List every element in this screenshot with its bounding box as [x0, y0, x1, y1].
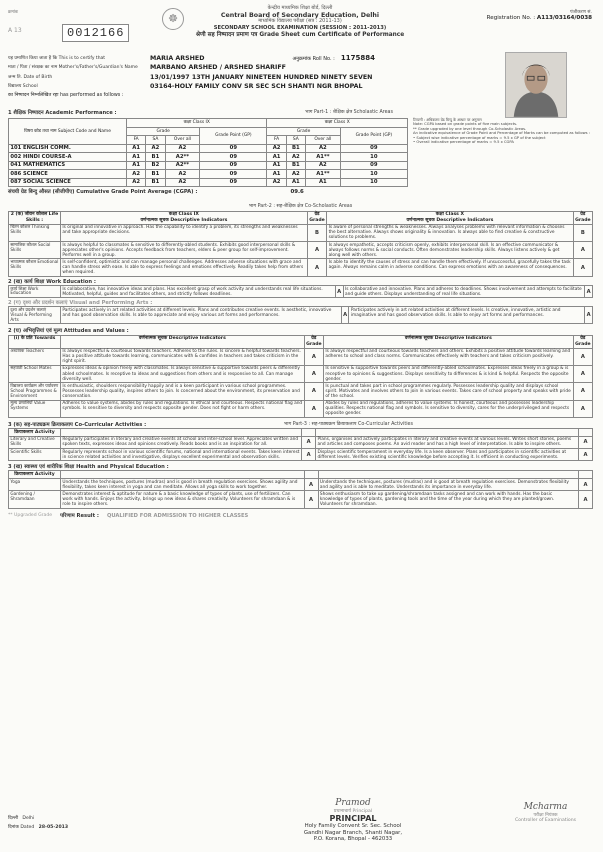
grade-cell: A1**: [305, 153, 340, 162]
registration-number: A113/03164/0038: [536, 15, 592, 22]
parents-name: MARBANO ARSHED / ARSHED SHARIFF: [150, 64, 286, 72]
scholastic-section: [8, 110, 593, 196]
dob-label: जन्म ति. Date of Birth: [8, 74, 53, 80]
area-name: अध्यापक Teachers: [9, 348, 61, 365]
descriptor-class9: Participates actively in art related activities at different levels. Plans and contributes creative events. Is aesthetic, innovative and has good observation skills. Is able to appreciate and enjoy various art forms and performances.: [61, 307, 342, 324]
grade-cell: A1: [127, 161, 146, 170]
table-row: [9, 479, 593, 491]
attitude-grade-header-10: ग्रेड Grade: [575, 336, 591, 347]
descriptor-class10: Is sensitive & supportive towards peers and differently-abled schoolmates. Expresses ideas freely in a group & is receptive to opinions & suggestions. Displays sensitivity to differences & is kind & helpful. Respects the opposite gender.: [324, 365, 574, 382]
grade-class9: A: [302, 436, 316, 448]
principal-address-1: Gandhi Nagar Branch, Shanti Nagar,: [303, 829, 403, 836]
coscholastic-section: [8, 204, 593, 519]
grade-cell: A2**: [165, 153, 200, 162]
descriptor-class10: Understands the techniques, postures (mudras) and is good at breath regulation exercises. Demonstrates flexibility and agility and is able to meditate. Understands its importance in everyday life.: [318, 479, 579, 491]
descriptor-class9: Adheres to value systems, abides by rules and regulations. Is ethical and courteous. Respects national flag and symbols. Is sensitive to diversity and respects opposite gender. Does not fight or harm others.: [61, 400, 305, 417]
result-value: QUALIFIED FOR ADMISSION TO HIGHER CLASSES: [106, 512, 249, 519]
date-label: दिनांक Dated: [8, 825, 35, 831]
life-skills-table: [8, 211, 593, 277]
table-row: [9, 285, 593, 297]
grade-cell: B1: [146, 153, 165, 162]
table-row: [9, 449, 593, 461]
grade-cell: A2: [267, 178, 286, 187]
grade-legend: [413, 118, 593, 187]
registration-label: Registration No. :: [486, 15, 536, 22]
subject-name: 086 SCIENCE: [9, 170, 127, 179]
table-row: [9, 365, 593, 382]
legend-line: • Overall indicative percentage of marks = 9.5 x CGPA: [413, 139, 514, 144]
grade-cell: A2: [127, 178, 146, 187]
legend-line: टिप्पणी : अधिकतम ग्रेड बिन्दु के आधार पर अनुमान: [413, 118, 482, 123]
descriptor-class10: Participates actively in art related activities at different levels. Is creative, innovative, artistic and imaginative and has good observation skills. Is able to enjoy art forms and performances.: [349, 307, 585, 324]
cgpa-label: संचयी ग्रेड बिन्दु औसत (सीजीपीए) Cumulative Grade Point Average (CGPA) :: [8, 189, 198, 196]
principal-school: Holy Family Convent Sr. Sec. School: [304, 823, 402, 830]
legend-line: • Subject wise indicative percentage of marks = 9.5 x GP of the subject: [413, 135, 546, 140]
name-label: यह प्रमाणित किया जाता है कि This is to certify that: [8, 56, 106, 62]
grade-class10: B: [573, 224, 592, 241]
descriptor-class10: Is collaborative and innovative. Plans and adheres to deadlines. Shows involvement and attempts to facilitate and guide others. Displays understanding of real life situations.: [343, 285, 585, 297]
attitude-desc-header-9: वर्णनात्मक सूचक Descriptive Indicators: [61, 335, 305, 348]
grade-cell: 09: [200, 178, 267, 187]
towards-header: (i) के प्रति Towards: [9, 335, 61, 348]
serial-prefix: A 13: [8, 26, 22, 34]
descriptor-class10: Is always respectful and courteous towards teachers and others. Exhibits a positive attitude towards learning and adheres to school and class norms. Communicates effectively with teachers and takes criticism positively.: [324, 348, 574, 365]
student-photo: [505, 52, 567, 118]
grade-class9: B: [307, 224, 326, 241]
attitudes-table: [8, 335, 593, 419]
health-title: 3 (ख) स्वास्थ्य एवं शारीरिक शिक्षा Health and Physical Education :: [8, 464, 169, 471]
grade-class9: A: [304, 383, 323, 400]
sa-header-10: SA: [286, 136, 305, 145]
attitude-desc-header-10: वर्णनात्मक सूचक Descriptive Indicators: [324, 335, 574, 348]
descriptor-class9: Is self-confident, optimistic and can manage personal challenges. Addresses adverse situations with grace and can handle stress with ease. Is able to express feelings and emotions effectively. Readily takes help from others when required.: [61, 259, 308, 276]
area-name: Literary and Creative Skills: [9, 436, 61, 448]
grade-cell: A2: [305, 161, 340, 170]
grade-class10: A: [585, 307, 593, 324]
area-name: Scientific Skills: [9, 449, 61, 461]
descriptor-class10: Is always empathetic, accepts criticism openly, exhibits interpersonal skill. Is an effective communicator & always follows norms & social conducts. Often demonstrates leadership skills. Always listens actively & get along well with others.: [327, 242, 574, 259]
grade-cell: A2**: [165, 161, 200, 170]
grade-cell: A1: [286, 178, 305, 187]
grade-class9: A: [341, 307, 349, 324]
grade-cell: 10: [340, 170, 407, 179]
descriptor-class10: Is punctual and takes part in school programmes regularly. Possesses leadership quality and displays school spirit. Motivates and involves others to join in various events. Takes care of school property and speaks with pride of the school.: [324, 383, 574, 400]
exam-name-hindi: माध्यमिक विद्यालय परीक्षा (सत्र : 2011-13): [258, 18, 342, 25]
grade-cell: A2: [127, 170, 146, 179]
descriptor-class9: Is always respectful & courteous towards teachers. Adheres to the rules. Is sincere & helpful towards teachers. Has a positive attitude towards learning, communicates with & confides in teachers and takes criticism in the right spirit.: [61, 348, 305, 365]
part3-title: भाग Part-3 : सह-पाठ्यक्रम क्रियाकलाप Co-Curricular Activities: [283, 422, 413, 428]
parents-label: माता / पिता / संरक्षक का नाम Mother's/Father's/Guardian's Name: [8, 65, 138, 71]
grade-cell: 09: [200, 161, 267, 170]
controller-signature: Mcharma: [523, 802, 568, 812]
arts-title: 2 (ग) दृश्य और प्रदर्शन कलाएं Visual and Performing Arts :: [8, 300, 153, 307]
grade-class9: A: [304, 400, 323, 417]
table-row: [9, 307, 593, 324]
grade-cell: 09: [200, 144, 267, 153]
subject-name: 041 MATHEMATICS: [9, 161, 127, 170]
descriptor-class10: Is aware of personal strengths & weaknesses. Always analyses problems with relevant information & chooses the best alternative. Always shows originality & innovation. Is always able to find creative & constructive solutions to problems.: [327, 224, 574, 241]
table-row: [9, 400, 593, 417]
grade-cell: 09: [340, 144, 407, 153]
principal-title: PRINCIPAL: [329, 814, 377, 824]
fa-header-10: FA: [267, 136, 286, 145]
activity-header: क्रियाकलाप Activity: [9, 429, 61, 437]
grade-cell: A2: [165, 144, 200, 153]
cgpa-value: 09.6: [290, 189, 304, 196]
grade-class9: A: [307, 242, 326, 259]
exam-name: SECONDARY SCHOOL EXAMINATION (SESSION : 2011-2013): [213, 25, 387, 32]
table-row: [9, 436, 593, 448]
area-name: दृश्य और प्रदर्शन कलाएं Visual & Performing Arts: [9, 307, 61, 324]
descriptor-class10: Shows enthusiasm to take up gardening/shramdaan tasks assigned and can work with hands. Has the basic knowledge of types of plants, gardening tools and the time of the year during which they are planted/grown. Volunteers for shramdaan.: [318, 491, 579, 508]
place: Delhi: [22, 816, 35, 821]
student-name: MARIA ARSHED: [150, 54, 205, 62]
descriptor-class9: Is collaborative, has innovative ideas and plans. Has excellent grasp of work activity and understands real life situations. Motivated, helpful, guides and facilitates others, and strictly follows deadlines.: [61, 285, 336, 297]
area-name: सहपाठी School Mates: [9, 365, 61, 382]
subject-name: 101 ENGLISH COMM.: [9, 144, 127, 153]
grade-cell: A1: [127, 144, 146, 153]
table-row: [9, 491, 593, 508]
roll-number: 1175884: [340, 54, 375, 63]
footer: [8, 798, 593, 848]
gp-header-10: Grade Point (GP): [340, 127, 407, 144]
grade-header-10: Grade: [267, 127, 340, 136]
grade-class9: A: [307, 259, 326, 276]
grade-class10: A: [573, 259, 592, 276]
area-name: चिंतन कौशल Thinking Skills: [9, 224, 61, 241]
area-name: Gardening / Shramdaan: [9, 491, 61, 508]
grade-cell: A2: [286, 170, 305, 179]
grade-class10: A: [579, 449, 593, 461]
grade-cell: A1: [267, 153, 286, 162]
overall-header-10: Over all: [305, 136, 340, 145]
descriptor-class9: Demonstrates interest & aptitude for nature & a basic knowledge of types of plants, use of fertilizers. Can work with hands. Enjoys the activity, brings up new ideas & shares creativity. Volunteers for shramdaan & is role to inspire others.: [61, 491, 305, 508]
area-name: विद्यालय कार्यक्रम और पर्यावरण School Programmes & Environment: [9, 383, 61, 400]
work-education-title: 2 (ख) कार्य शिक्षा Work Education :: [8, 278, 96, 285]
desc-header-10: कक्षा Class X वर्णनात्मक सूचक Descriptive Indicators: [327, 211, 574, 224]
grade-header-9-co: ग्रेड Grade: [309, 212, 325, 223]
grade-cell: A1: [127, 153, 146, 162]
principal-hindi: प्रधानाचार्य Principal: [333, 808, 373, 814]
grade-class10: A: [573, 242, 592, 259]
academic-performance-title: 1 शैक्षिक निष्पादन Academic Performance :: [8, 110, 117, 116]
grade-cell: 09: [200, 153, 267, 162]
board-name-hindi: केन्द्रीय माध्यमिक शिक्षा बोर्ड, दिल्ली: [267, 5, 333, 11]
date-of-birth: 13/01/1997 13TH JANUARY NINETEEN HUNDRED NINETY SEVEN: [150, 73, 373, 81]
grade-class9: A: [304, 491, 318, 508]
descriptor-class10: Plans, organises and actively participates in literary and creative events at various levels. Writes short stories, poems and articles and composes poems. An avid reader and has a high level of interpretation. Is able to inspire others.: [316, 436, 579, 448]
result-label: परिणाम Result :: [60, 512, 99, 519]
controller-title: Controller of Examinations: [514, 818, 577, 824]
grade-cell: B1: [286, 161, 305, 170]
area-name: भावात्मक कौशल Emotional Skills: [9, 259, 61, 276]
descriptor-class9: Is always helpful to classmates & sensitive to differently-abled students. Exhibits good interpersonal skills & appreciates other's opinions. Accepts feedback from teachers, elders & peer group for self-improvement. Performs well in a group.: [61, 242, 308, 259]
class10-header: कक्षा Class X: [267, 119, 408, 128]
student-portrait-icon: [506, 53, 566, 117]
fa-header-9: FA: [127, 136, 146, 145]
upgraded-grade-note: ** Upgraded Grade: [8, 513, 53, 519]
school-label: विद्यालय School: [8, 84, 38, 90]
grade-cell: 10: [340, 178, 407, 187]
health-activity-header: क्रियाकलाप Activity: [9, 471, 61, 479]
grade-cell: A2: [267, 144, 286, 153]
area-name: सामाजिक कौशल Social Skills: [9, 242, 61, 259]
grade-class9: A: [304, 365, 323, 382]
attitudes-title: 2 (घ) अभिवृत्तियां एवं मूल्य Attitudes and Values :: [8, 328, 129, 335]
table-row: [9, 242, 593, 259]
performed-label: का निष्पादन निम्नलिखित रहा has performed as follows :: [8, 93, 124, 99]
legend-line: An indicative equivalence of Grade Point and Percentage of Marks can be computed as follows :: [413, 131, 590, 136]
serial-number: 0012166: [62, 24, 129, 42]
table-row: [9, 170, 408, 179]
grade-class10: A: [573, 383, 592, 400]
area-name: Yoga: [9, 479, 61, 491]
area-name: कार्य शिक्षा Work Education: [9, 285, 61, 297]
descriptor-class10: Displays scientific temperament in everyday life. Is a keen observer. Plans and participates in scientific activities at different levels. Verifies existing scientific knowledge before accepting it. Is efficient in conducting experiments.: [316, 449, 579, 461]
attitude-grade-header-9: ग्रेड Grade: [306, 336, 322, 347]
issue-date: 28-05-2013: [38, 825, 69, 831]
grade-cell: B1: [286, 144, 305, 153]
class9-header: कक्षा Class IX: [127, 119, 267, 128]
grade-header-9: Grade: [127, 127, 200, 136]
grade-cell: A1**: [305, 170, 340, 179]
descriptor-class9: Regularly represents school in various scientific forums, national and international events. Takes keen interest in science related activities and investigative, displays excellent experimental and observation skills.: [61, 449, 302, 461]
descriptor-class10: Is able to identify the causes of stress and can handle them effectively. If unsuccessful, gracefully takes the task again. Always remains calm in adverse conditions. Can express emotions with an awareness of consequences.: [327, 259, 574, 276]
scholastic-table: [8, 118, 408, 187]
school-name: 03164-HOLY FAMILY CONV SR SEC SCH SHANTI NGR BHOPAL: [150, 83, 363, 91]
grade-cell: A2: [165, 178, 200, 187]
registration-hindi-label: पंजीकरण सं.: [570, 10, 592, 15]
grade-cell: B1: [146, 178, 165, 187]
grade-class10: A: [573, 400, 592, 417]
grade-header-10-co: ग्रेड Grade: [575, 212, 591, 223]
part1-title: भाग Part-1 : शैक्षिक क्षेत्र Scholastic Areas: [305, 110, 393, 115]
grade-class10: A: [579, 491, 593, 508]
student-identity: [8, 54, 498, 101]
table-row: [9, 259, 593, 276]
grade-cell: 10: [340, 153, 407, 162]
grade-class9: A: [302, 449, 316, 461]
grade-cell: 09: [200, 170, 267, 179]
descriptor-class9: Is original and innovative in approach. Has the capability to identify a problem, its strengths and weaknesses and take appropriate decisions.: [61, 224, 308, 241]
serial-hindi-label: क्रमांक: [8, 9, 19, 14]
descriptor-class9: Is enthusiastic, shoulders responsibility happily and is a keen participant in various school programmes. Possesses leadership quality, inspires others to join. Is concerned about the environment, its preservation and conservation.: [61, 383, 305, 400]
controller-hindi: परीक्षा नियंत्रक: [533, 812, 558, 818]
table-row: [9, 144, 408, 153]
life-skills-title: 2 (क) जीवन कौशल Life Skills :: [9, 211, 61, 224]
subject-name: 002 HINDI COURSE-A: [9, 153, 127, 162]
health-table: [8, 470, 593, 508]
area-name: मूल्य प्रणालियाँ Value Systems: [9, 400, 61, 417]
descriptor-class10: Abides by rules and regulations, adheres to value systems. Is honest, courteous and possesses leadership qualities. Respects national flag and symbols. Is sensitive to diversity, cares for the underprivileged and respects opposite gender.: [324, 400, 574, 417]
grade-cell: A2: [146, 144, 165, 153]
grade-class10: A: [579, 436, 593, 448]
grade-class10: A: [585, 285, 593, 297]
grade-class9: A: [304, 348, 323, 365]
subject-name: 087 SOCIAL SCIENCE: [9, 178, 127, 187]
legend-line: Note: CGPA based on grade points of five main subjects.: [413, 122, 518, 127]
grade-cell: A1: [267, 161, 286, 170]
work-education-table: [8, 285, 593, 298]
certificate-header: [150, 6, 450, 39]
place-hindi: दिल्ली: [8, 816, 19, 821]
activities-table: [8, 428, 593, 461]
table-row: [9, 161, 408, 170]
subject-column-header: विषय कोड तथा नाम Subject Code and Name: [9, 119, 127, 145]
certificate-title: Grade Sheet cum Certificate of Performance: [259, 32, 405, 39]
registration-block: [440, 10, 592, 22]
part2-title: भाग Part-2 : सह-शैक्षिक क्षेत्र Co-Scholastic Areas: [248, 204, 353, 209]
descriptor-class9: Regularly participates in literary and creative events at school and inter-school level. Appreciates written and spoken texts, expresses ideas and opinions creatively. Reads books and is an inspiration for all.: [61, 436, 302, 448]
roll-label: अनुक्रमांक Roll No. :: [292, 56, 335, 63]
principal-address-2: P.O. Korana, Bhopal - 462033: [313, 836, 393, 843]
descriptor-class9: Understands the techniques, postures (mudras) and is good in breath regulation exercises. Shows agility and flexibility, takes keen interest in yoga and can meditate. Allows all yoga skills to work together.: [61, 479, 305, 491]
descriptor-class9: Expresses ideas & opinion freely with classmates. Is always sensitive & supportive towards peers & differently abled schoolmates. Is receptive to ideas and suggestions from others and is responsive to all. Can manage diversity well.: [61, 365, 305, 382]
sa-header-9: SA: [146, 136, 165, 145]
board-name: Central Board of Secondary Education, Delhi: [220, 11, 380, 19]
grade-class9: A: [304, 479, 318, 491]
gp-header-9: Grade Point (GP): [200, 127, 267, 144]
principal-signature: Pramod: [335, 798, 371, 808]
grade-cell: A1: [305, 178, 340, 187]
grade-cell: B1: [146, 170, 165, 179]
table-row: [9, 178, 408, 187]
coc-activities-title: 3 (क) सह-पाठ्यक्रम क्रियाकलाप Co-Curricular Activities :: [8, 422, 147, 429]
certificate-title-hindi: श्रेणी सह निष्पादन प्रमाण पत्र: [195, 32, 258, 39]
cbse-emblem-icon: ☸: [162, 8, 184, 30]
desc-header-9: कक्षा Class IX वर्णनात्मक सूचक Descriptive Indicators: [61, 211, 308, 224]
table-row: [9, 224, 593, 241]
overall-header-9: Over all: [165, 136, 200, 145]
grade-class10: A: [579, 479, 593, 491]
table-row: [9, 348, 593, 365]
grade-cell: A1: [267, 170, 286, 179]
grade-class10: A: [573, 365, 592, 382]
arts-table: [8, 306, 593, 324]
table-row: [9, 383, 593, 400]
grade-class10: A: [573, 348, 592, 365]
grade-cell: A2: [286, 153, 305, 162]
table-row: [9, 153, 408, 162]
grade-cell: 09: [340, 161, 407, 170]
grade-cell: A2: [165, 170, 200, 179]
grade-class9: A: [335, 285, 343, 297]
legend-line: ** Grade upgraded by one level through Co-Scholastic Areas.: [413, 126, 527, 131]
grade-cell: A2: [305, 144, 340, 153]
grade-cell: B2: [146, 161, 165, 170]
